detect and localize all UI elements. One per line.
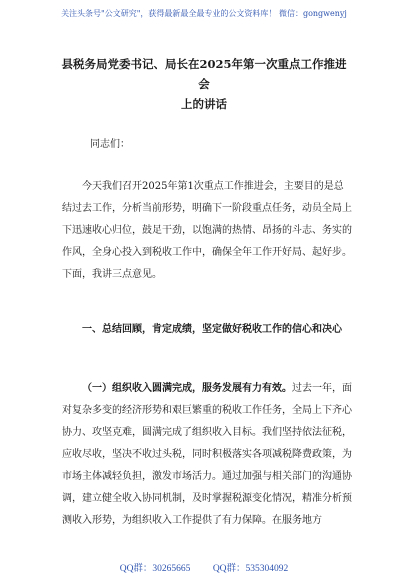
paragraph-intro: 今天我们召开2025年第1次重点工作推进会，主要目的是总结过去工作，分析当前形势，明确下一阶段重点任务，动员全局上下迅速收心归位，鼓足干劲，以饱满的热情、昂扬的斗志、务实的作风，全身心投入到税收工作中，确保全年工作开好局、起好步。下面，我讲三点意见。 [62,181,352,280]
paragraph-revenue [62,378,352,532]
header-note: 关注头条号"公文研究"，获得最新最全最专业的公文资料库！ 微信：gongwenyj [61,9,347,18]
title-line-1: 县税务局党委书记、局长在2025年第一次重点工作推进会 [61,57,347,91]
document-title [60,54,348,114]
footer [0,560,408,574]
title-line-2: 上的讲话 [181,97,227,111]
footer-qq-2: QQ群：535304092 [212,564,289,574]
salutation: 同志们： [90,139,130,150]
section-heading-1: 一、总结回顾，肯定成绩，坚定做好税收工作的信心和决心 [82,324,342,335]
paragraph-revenue-body: 过去一年，面对复杂多变的经济形势和艰巨繁重的税收工作任务，全局上下齐心协力、攻坚克难，圆满完成了组织收入目标。我们坚持依法征税，应收尽收，坚决不收过头税，同时积极落实各项减税降费政策，为市场主体减轻负担，激发市场活力。通过加强与相关部门的沟通协调，建立健全收入协同机制，及时掌握税源变化情况，精准分析预测收入形势，为组织收入工作提供了有力保障。在服务地方 [62,383,352,526]
subheading-1: （一）组织收入圆满完成，服务发展有力有效。 [82,383,292,394]
footer-qq-1: QQ群：30265665 [119,564,191,574]
